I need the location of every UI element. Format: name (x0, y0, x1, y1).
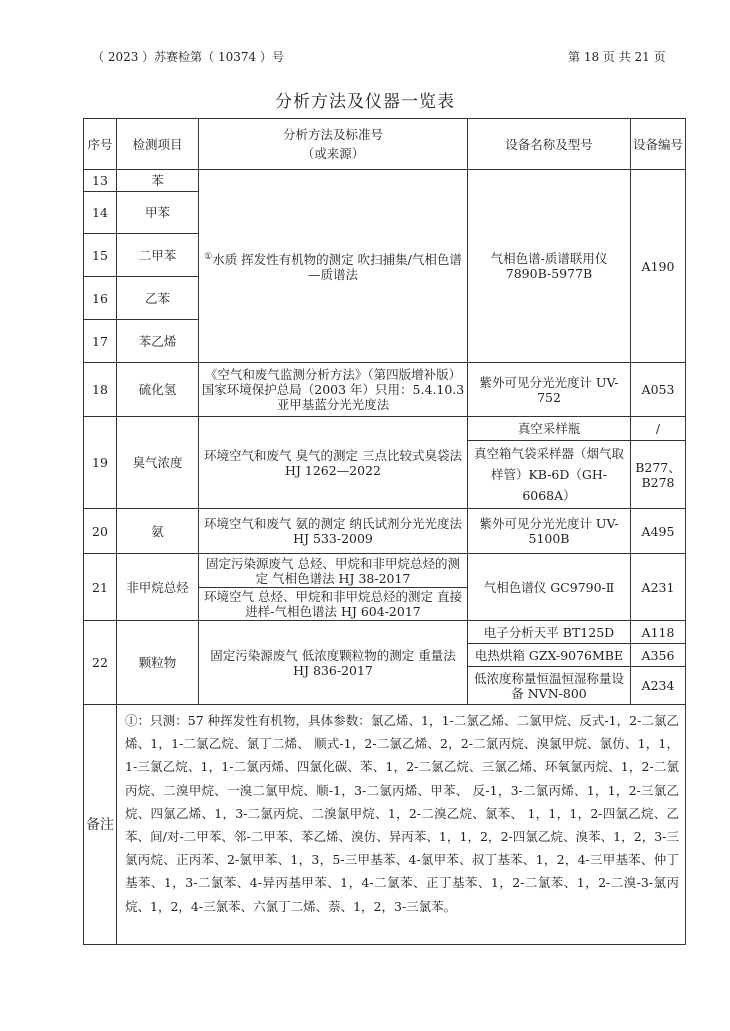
row-code: A356 (631, 644, 686, 667)
row-code: A495 (631, 509, 686, 554)
row-item: 硫化氢 (117, 363, 199, 417)
table-row (84, 170, 686, 192)
row-seq: 21 (84, 554, 117, 621)
row-equipment: 电子分析天平 BT125D (468, 621, 631, 644)
row-method: 固定污染源废气 低浓度颗粒物的测定 重量法 HJ 836-2017 (199, 621, 468, 705)
methods-table (83, 118, 686, 945)
col-code-header: 设备编号 (631, 119, 686, 170)
row-method: 环境空气 总烃、甲烷和非甲烷总烃的测定 直接进样-气相色谱法 HJ 604-2017 (199, 588, 468, 621)
table-row (84, 554, 686, 588)
row-seq: 20 (84, 509, 117, 554)
row-code: A118 (631, 621, 686, 644)
col-seq-header: 序号 (84, 119, 117, 170)
row-item: 臭气浓度 (117, 417, 199, 509)
footnote-mark: ① (204, 251, 213, 262)
row-equipment: 气相色谱仪 GC9790-Ⅱ (468, 554, 631, 621)
col-method-header (199, 119, 468, 170)
row-equipment: 紫外可见分光光度计 UV-752 (468, 363, 631, 417)
page-info: 第 18 页 共 21 页 (568, 50, 666, 64)
row-seq: 22 (84, 621, 117, 705)
row-item: 非甲烷总烃 (117, 554, 199, 621)
row-seq: 16 (84, 277, 117, 320)
col-method-title: 分析方法及标准号 (282, 127, 383, 142)
row-equipment: 电热烘箱 GZX-9076MBE (468, 644, 631, 667)
page-title: 分析方法及仪器一览表 (275, 92, 455, 112)
row-item: 氨 (117, 509, 199, 554)
voc-code: A190 (631, 170, 686, 363)
row-seq: 17 (84, 320, 117, 363)
notes-label: 备注 (84, 705, 117, 945)
table-row (84, 621, 686, 644)
row-item: 苯 (117, 170, 199, 192)
table-row (84, 417, 686, 441)
row-method: 《空气和废气监测分析方法》（第四版增补版）国家环境保护总局（2003 年）只用：5.4.10.3 亚甲基蓝分光光度法 (199, 363, 468, 417)
row-code: / (631, 417, 686, 441)
table-header-row (84, 119, 686, 170)
row-equipment: 低浓度称量恒温恒湿称量设备 NVN-800 (468, 667, 631, 705)
row-item: 二甲苯 (117, 234, 199, 277)
row-code: A234 (631, 667, 686, 705)
row-method: 环境空气和废气 氨的测定 纳氏试剂分光光度法 HJ 533-2009 (199, 509, 468, 554)
notes-text: ①：只测：57 种挥发性有机物，具体参数：氯乙烯、1，1-二氯乙烯、二氯甲烷、反式-1，2-二氯乙烯、1，1-二氯乙烷、氯丁二烯、 顺式-1，2-二氯乙烯、2，2-二氯丙烷、溴氯甲烷、氯仿、1，1，1-三氯乙烷、1，1-二氯丙烯、四氯化碳、苯、1，2-二氯乙烷、三氯乙烯、环氧氯丙烷、1，2-二氯丙烷、二溴甲烷、一溴二氯甲烷、顺-1，3-二氯丙烯、甲苯、 反-1，3-二氯丙烯、1，1，2-三氯乙烷、四氯乙烯、1，3-二氯丙烷、二溴氯甲烷、1，2-二溴乙烷、氯苯、 1，1，1，2-四氯乙烷、乙苯、间/对-二甲苯、邻-二甲苯、苯乙烯、溴仿、异丙苯、1，1，2，2-四氯乙烷、溴苯、1，2，3-三氯丙烷、正丙苯、2-氯甲苯、1，3，5-三甲基苯、4-氯甲苯、叔丁基苯、1，2，4-三甲基苯、仲丁基苯、1，3-二氯苯、4-异丙基甲苯、1，4-二氯苯、正丁基苯、1，2-二氯苯、1，2-二溴-3-氯丙烷、1，2，4-三氯苯、六氯丁二烯、萘、1，2，3-三氯苯。 (117, 705, 686, 945)
row-equipment: 真空箱气袋采样器（烟气取样管）KB-6D（GH-6068A） (468, 441, 631, 509)
row-equipment: 紫外可见分光光度计 UV-5100B (468, 509, 631, 554)
col-item-header: 检测项目 (117, 119, 199, 170)
row-equipment: 真空采样瓶 (468, 417, 631, 441)
row-code: B277、B278 (631, 441, 686, 509)
row-code: A231 (631, 554, 686, 621)
row-item: 颗粒物 (117, 621, 199, 705)
voc-equipment: 气相色谱-质谱联用仪 7890B-5977B (468, 170, 631, 363)
table-row (84, 363, 686, 417)
voc-method-text: 水质 挥发性有机物的测定 吹扫捕集/气相色谱—质谱法 (212, 252, 462, 283)
report-number: （ 2023 ）苏赛检第（ 10374 ）号 (92, 50, 284, 64)
row-seq: 14 (84, 192, 117, 234)
row-item: 苯乙烯 (117, 320, 199, 363)
row-seq: 15 (84, 234, 117, 277)
row-item: 乙苯 (117, 277, 199, 320)
row-seq: 13 (84, 170, 117, 192)
col-equipment-header: 设备名称及型号 (468, 119, 631, 170)
voc-method (199, 170, 468, 363)
row-method: 固定污染源废气 总烃、甲烷和非甲烷总烃的测定 气相色谱法 HJ 38-2017 (199, 554, 468, 588)
row-item: 甲苯 (117, 192, 199, 234)
notes-row (84, 705, 686, 945)
row-seq: 19 (84, 417, 117, 509)
row-seq: 18 (84, 363, 117, 417)
col-method-subtitle: （或来源） (301, 146, 365, 161)
table-row (84, 509, 686, 554)
row-code: A053 (631, 363, 686, 417)
row-method: 环境空气和废气 臭气的测定 三点比较式臭袋法 HJ 1262—2022 (199, 417, 468, 509)
